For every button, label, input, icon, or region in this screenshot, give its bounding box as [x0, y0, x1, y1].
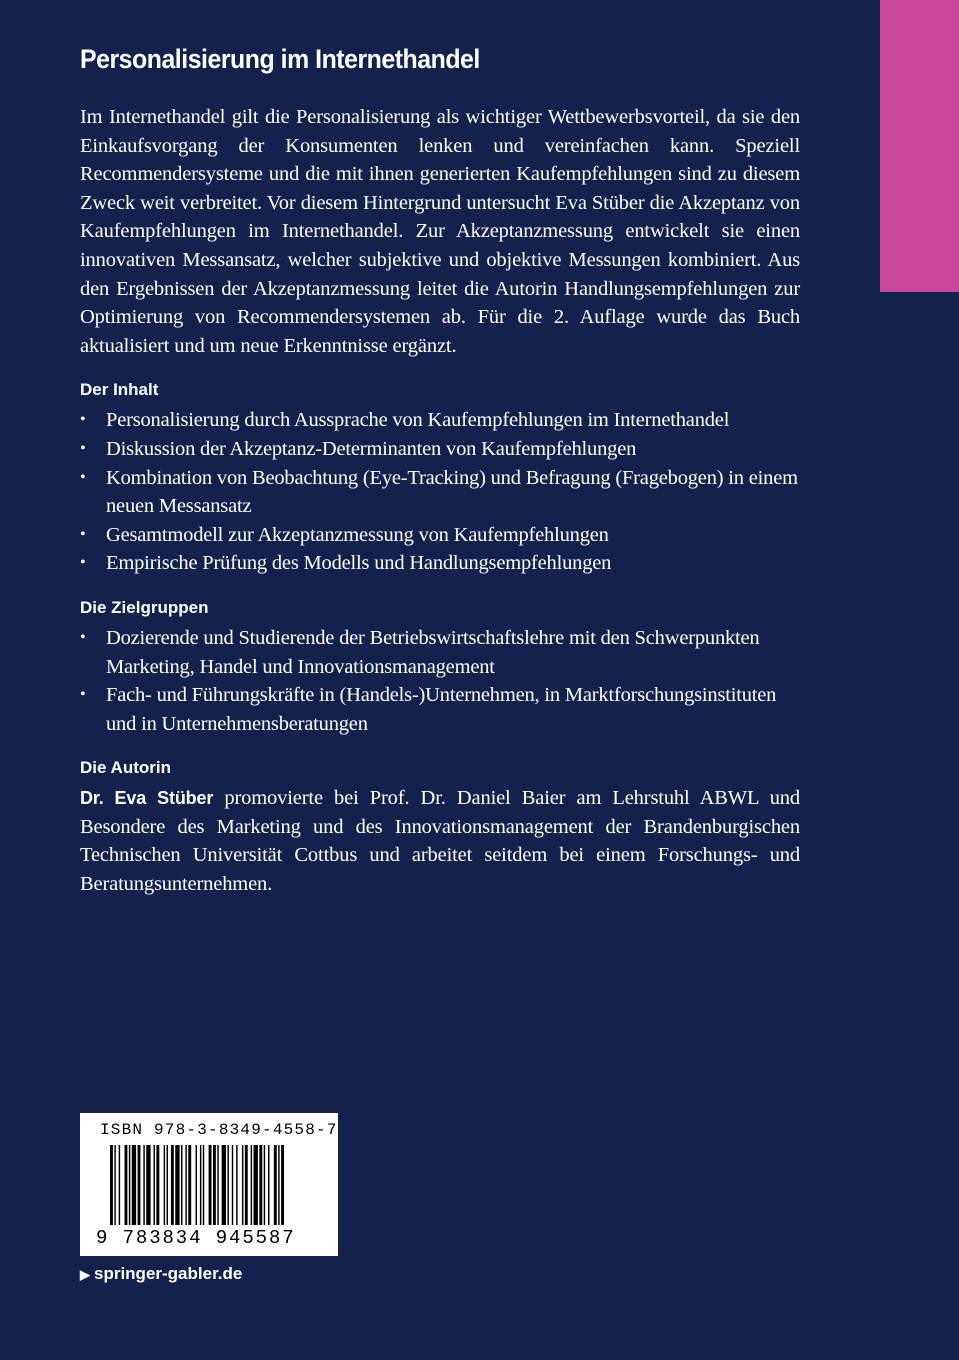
barcode-bar: [232, 1145, 233, 1225]
barcode-bar: [259, 1145, 262, 1225]
book-title: Personalisierung im Internethandel: [80, 44, 480, 74]
barcode-bar: [132, 1145, 136, 1225]
list-item: • Empirische Prüfung des Modells und Handlungsempfehlungen: [80, 549, 800, 578]
description: Im Internethandel gilt die Personalisierung als wichtiger Wettbewerbsvorteil, da sie den Einkaufsvorgang der Konsumenten lenken und vereinfachen kann. Speziell Recommendersysteme und die mit ihnen generierten Kaufempfehlungen sind zu diesem Zweck weit verbreitet. Vor diesem Hintergrund untersucht Eva Stüber die Akzeptanz von Kaufempfehlungen im Internethandel. Zur Akzeptanzmessung entwickelt sie einen innovativen Messansatz, welcher subjektive und objektive Messungen kombiniert. Aus den Ergebnissen der Akzeptanzmessung leitet die Autorin Handlungsempfehlungen zur Optimierung von Recommendersystemen ab. Für die 2. Auflage wurde das Buch aktualisiert und um neue Erkenntnisse ergänzt.: [80, 106, 800, 357]
barcode-bar: [209, 1145, 212, 1225]
list-item: • Personalisierung durch Aussprache von Kaufempfehlungen im Internethandel: [80, 406, 800, 435]
barcode-bar: [175, 1145, 179, 1225]
barcode-bar: [222, 1145, 226, 1225]
zielgruppen-list: [80, 624, 800, 738]
barcode-bar: [213, 1145, 216, 1225]
barcode-bar: [268, 1145, 269, 1225]
ean-digits: 9 783834 945587: [96, 1227, 296, 1249]
zielgruppen-heading: Die Zielgruppen: [80, 597, 209, 617]
inhalt-list: [80, 406, 800, 578]
barcode-bar: [242, 1145, 243, 1225]
accent-bar: [880, 0, 959, 292]
barcode-bar: [146, 1145, 150, 1225]
barcode-bar: [188, 1145, 191, 1225]
isbn-text: ISBN 978-3-8349-4558-7: [100, 1121, 338, 1139]
barcode-bar: [278, 1145, 279, 1225]
barcode-bar: [185, 1145, 186, 1225]
barcode-bar: [171, 1145, 174, 1225]
barcode-bar: [125, 1145, 128, 1225]
barcode-bar: [164, 1145, 165, 1225]
barcode-bar: [154, 1145, 155, 1225]
barcode-bar: [129, 1145, 130, 1225]
back-cover-text: [80, 44, 800, 899]
website-link[interactable]: [80, 1264, 242, 1284]
barcode-bar: [217, 1145, 218, 1225]
barcode-bar: [200, 1145, 201, 1225]
inhalt-heading: Der Inhalt: [80, 380, 159, 400]
autorin-heading: Die Autorin: [80, 758, 171, 778]
barcode-bar: [203, 1145, 204, 1225]
barcode-bar: [254, 1145, 258, 1225]
author-bio-text: promovierte bei Prof. Dr. Daniel Baier am Lehrstuhl ABWL und Besondere des Marketing und des Innovationsmanagement der Brandenburgischen Technischen Universität Cottbus und arbeitet seitdem bei einem Forschungs- und Beratungsunternehmen.: [80, 787, 800, 896]
barcode-bar: [119, 1145, 120, 1225]
author-bio: [80, 784, 800, 898]
isbn-barcode: [80, 1113, 338, 1256]
list-item: • Fach- und Führungskräfte in (Handels-)Unternehmen, in Marktforschungsinstituten und in Unternehmensberatungen: [80, 681, 800, 738]
barcode-bar: [114, 1145, 115, 1225]
barcode-bars: [110, 1145, 320, 1237]
play-arrow-icon: ▶: [80, 1267, 90, 1282]
website-text: springer-gabler.de: [94, 1264, 243, 1283]
barcode-bar: [274, 1145, 277, 1225]
list-item: • Gesamtmodell zur Akzeptanzmessung von Kaufempfehlungen: [80, 521, 800, 550]
barcode-bar: [245, 1145, 248, 1225]
author-name: Dr. Eva Stüber: [80, 788, 214, 809]
barcode-bar: [281, 1145, 284, 1225]
barcode-bar: [167, 1145, 168, 1225]
barcode-bar: [156, 1145, 159, 1225]
barcode-bar: [196, 1145, 197, 1225]
barcode-bar: [181, 1145, 182, 1225]
barcode-bar: [236, 1145, 237, 1225]
list-item: • Kombination von Beobachtung (Eye-Tracking) und Befragung (Fragebogen) in einem neuen Messansatz: [80, 464, 800, 521]
barcode-bar: [227, 1145, 228, 1225]
barcode-bar: [264, 1145, 265, 1225]
list-item: • Diskussion der Akzeptanz-Determinanten von Kaufempfehlungen: [80, 435, 800, 464]
list-item: • Dozierende und Studierende der Betriebswirtschaftslehre mit den Schwerpunkten Marketing, Handel und Innovationsmanagement: [80, 624, 800, 681]
barcode-bar: [138, 1145, 141, 1225]
barcode-bar: [110, 1145, 113, 1225]
barcode-bar: [143, 1145, 144, 1225]
barcode-bar: [251, 1145, 252, 1225]
